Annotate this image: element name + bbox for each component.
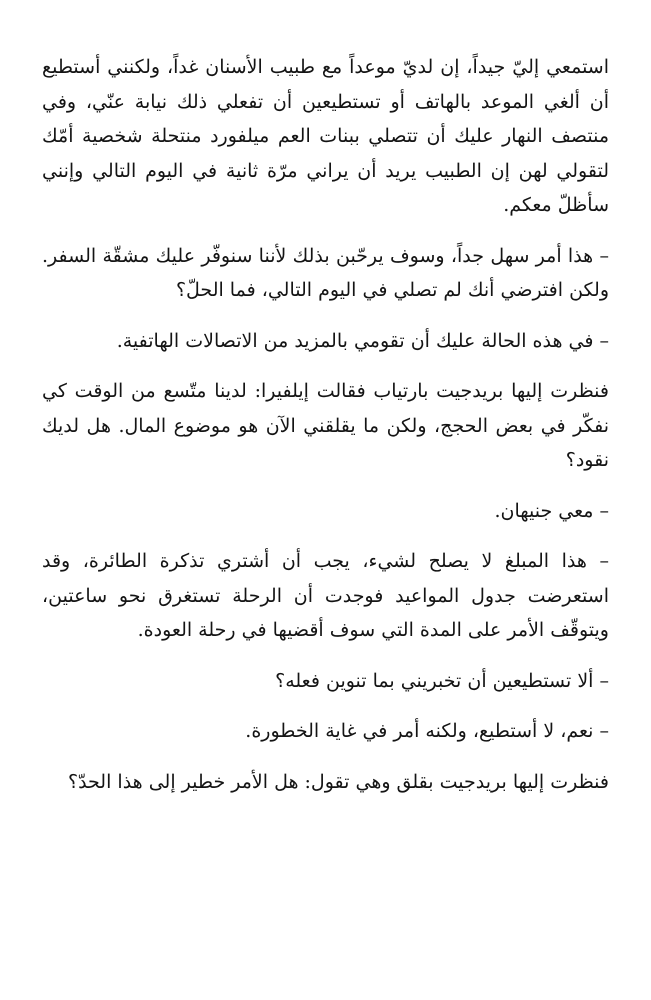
paragraph-5: – معي جنيهان.: [494, 499, 609, 522]
paragraph-9: فنظرت إليها بريدجيت بقلق وهي تقول: هل الأمر خطير إلى هذا الحدّ؟: [67, 770, 609, 793]
paragraph-7: – ألا تستطيعين أن تخبريني بما تنوين فعله؟: [275, 669, 609, 692]
paragraph-1: استمعي إليّ جيداً، إن لديّ موعداً مع طبيب الأسنان غداً، ولكنني أستطيع أن ألغي الموعد بالهاتف أو تستطيعين أن تفعلي ذلك نيابة عنّي، وفي منتصف النهار عليك أن تتصلي ببنات العم ميلفورد منتحلة شخصية أمّك لتقولي لهن إن الطبيب يريد أن يراني مرّة ثانية في اليوم التالي وإنني سأظلّ معكم.: [42, 56, 609, 216]
paragraph-4: فنظرت إليها بريدجيت بارتياب فقالت إيلفيرا: لدينا متّسع من الوقت كي نفكّر في بعض الحجج، ولكن ما يقلقني الآن هو موضوع المال. هل لديك نقود؟: [42, 380, 609, 471]
paragraph-2: – هذا أمر سهل جداً، وسوف يرحّبن بذلك لأننا سنوفّر عليك مشقّة السفر. ولكن افترضي أنك لم تصلي في اليوم التالي، فما الحلّ؟: [42, 244, 609, 301]
paragraph-6: – هذا المبلغ لا يصلح لشيء، يجب أن أشتري تذكرة الطائرة، وقد استعرضت جدول المواعيد فوجدت أن الرحلة تستغرق نحو ساعتين، ويتوقّف الأمر على المدة التي سوف أقضيها في رحلة العودة.: [42, 550, 609, 641]
paragraph-8: – نعم، لا أستطيع، ولكنه أمر في غاية الخطورة.: [245, 720, 609, 742]
paragraph-3: – في هذه الحالة عليك أن تقومي بالمزيد من الاتصالات الهاتفية.: [116, 329, 609, 352]
